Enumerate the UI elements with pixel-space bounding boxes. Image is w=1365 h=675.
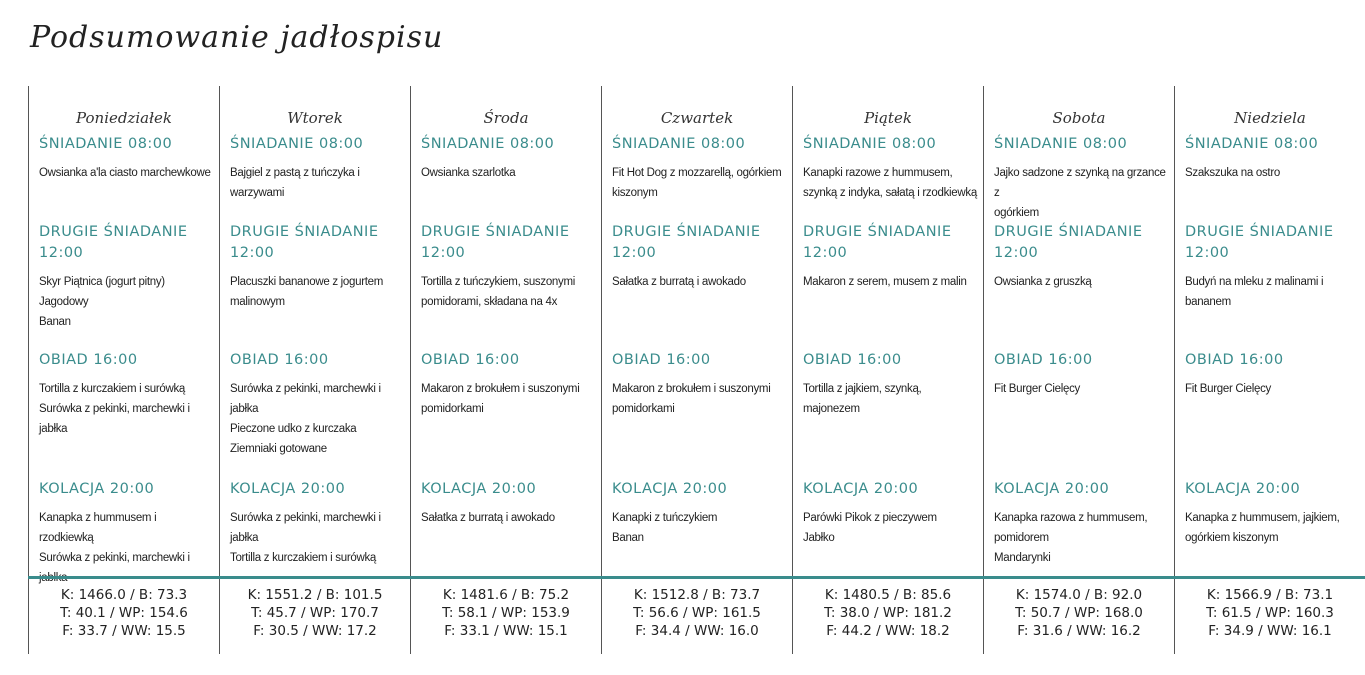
meal-description: Tortilla z kurczakiem i surówką Surówka z pekinki, marchewki i jabłka: [39, 383, 190, 435]
meal-description: Makaron z brokułem i suszonymi pomidorkami: [421, 383, 580, 415]
meal-description: Placuszki bananowe z jogurtem malinowym: [230, 276, 384, 308]
page-title: Podsumowanie jadłospisu: [30, 20, 444, 55]
meal-lunch: [39, 350, 213, 439]
totals-line: F: 30.5 / WW: 17.2: [253, 623, 377, 639]
totals-line: F: 33.1 / WW: 15.1: [444, 623, 568, 639]
totals-line: K: 1512.8 / B: 73.7: [633, 587, 761, 603]
nutrition-totals: [1175, 586, 1365, 640]
totals-line: T: 61.5 / WP: 160.3: [1206, 605, 1334, 621]
meal-title: DRUGIE ŚNIADANIE 12:00: [1185, 224, 1334, 261]
meal-description: Fit Burger Cielęcy: [994, 383, 1080, 395]
meal-title: ŚNIADANIE 08:00: [612, 136, 746, 152]
meal-breakfast: [994, 134, 1168, 223]
meal-breakfast: [612, 134, 786, 203]
totals-line: F: 34.9 / WW: 16.1: [1208, 623, 1332, 639]
meal-breakfast: [230, 134, 404, 203]
day-column-wednesday: [410, 86, 601, 654]
totals-line: K: 1481.6 / B: 75.2: [442, 587, 570, 603]
meal-dinner: [803, 479, 977, 548]
totals-line: K: 1574.0 / B: 92.0: [1015, 587, 1143, 603]
meal-lunch: [1185, 350, 1359, 399]
meal-description: Makaron z serem, musem z malin: [803, 276, 967, 288]
meal-description: Skyr Piątnica (jogurt pitny) Jagodowy Banan: [39, 276, 165, 328]
meal-description: Kanapki razowe z hummusem, szynką z indyka, sałatą i rzodkiewką: [803, 167, 977, 199]
meal-title: DRUGIE ŚNIADANIE 12:00: [803, 224, 952, 261]
meal-title: OBIAD 16:00: [39, 352, 138, 368]
meal-title: DRUGIE ŚNIADANIE 12:00: [39, 224, 188, 261]
totals-line: T: 45.7 / WP: 170.7: [251, 605, 379, 621]
meal-description: Tortilla z jajkiem, szynką, majonezem: [803, 383, 922, 415]
meal-description: Bajgiel z pastą z tuńczyka i warzywami: [230, 167, 360, 199]
nutrition-totals: [602, 586, 792, 640]
meal-breakfast: [803, 134, 977, 203]
meal-description: Budyń na mleku z malinami i bananem: [1185, 276, 1324, 308]
meal-description: Kanapki z tuńczykiem Banan: [612, 512, 718, 544]
totals-line: T: 58.1 / WP: 153.9: [442, 605, 570, 621]
meal-title: ŚNIADANIE 08:00: [39, 136, 173, 152]
meal-title: KOLACJA 20:00: [994, 481, 1110, 497]
meal-title: KOLACJA 20:00: [803, 481, 919, 497]
meal-description: Jajko sadzone z szynką na grzance z ogórkiem: [994, 167, 1166, 219]
totals-line: T: 40.1 / WP: 154.6: [60, 605, 188, 621]
totals-line: K: 1551.2 / B: 101.5: [247, 587, 383, 603]
day-name: Wtorek: [287, 109, 343, 127]
meal-dinner: [1185, 479, 1359, 548]
totals-divider: [28, 576, 1365, 579]
totals-line: K: 1466.0 / B: 73.3: [60, 587, 188, 603]
totals-line: T: 56.6 / WP: 161.5: [633, 605, 761, 621]
meal-description: Makaron z brokułem i suszonymi pomidorkami: [612, 383, 771, 415]
meal-description: Sałatka z burratą i awokado: [421, 512, 555, 524]
day-name: Środa: [483, 109, 529, 127]
meal-lunch: [421, 350, 595, 419]
meal-title: ŚNIADANIE 08:00: [803, 136, 937, 152]
menu-grid: [28, 86, 1365, 654]
day-name: Poniedziałek: [76, 109, 172, 127]
meal-dinner: [39, 479, 213, 588]
day-name: Czwartek: [660, 109, 734, 127]
meal-title: ŚNIADANIE 08:00: [1185, 136, 1319, 152]
meal-title: OBIAD 16:00: [994, 352, 1093, 368]
meal-title: OBIAD 16:00: [803, 352, 902, 368]
meal-title: DRUGIE ŚNIADANIE 12:00: [421, 224, 570, 261]
meal-breakfast: [1185, 134, 1359, 183]
meal-title: ŚNIADANIE 08:00: [421, 136, 555, 152]
meal-second-breakfast: [421, 222, 595, 312]
meal-description: Surówka z pekinki, marchewki i jabłka Tortilla z kurczakiem i surówką: [230, 512, 381, 564]
totals-line: F: 44.2 / WW: 18.2: [826, 623, 950, 639]
day-column-sunday: [1174, 86, 1365, 654]
meal-second-breakfast: [803, 222, 977, 292]
totals-line: T: 38.0 / WP: 181.2: [824, 605, 952, 621]
totals-line: K: 1566.9 / B: 73.1: [1206, 587, 1334, 603]
meal-lunch: [612, 350, 786, 419]
meal-title: DRUGIE ŚNIADANIE 12:00: [994, 224, 1143, 261]
meal-description: Kanapka z hummusem i rzodkiewką Surówka z pekinki, marchewki i: [39, 512, 190, 564]
meal-description: Kanapka z hummusem, jajkiem, ogórkiem kiszonym: [1185, 512, 1340, 544]
day-name: Sobota: [1052, 109, 1106, 127]
meal-lunch: [803, 350, 977, 419]
meal-breakfast: [421, 134, 595, 183]
meal-dinner: [230, 479, 404, 568]
day-column-tuesday: [219, 86, 410, 654]
meal-title: OBIAD 16:00: [421, 352, 520, 368]
meal-description: Owsianka a'la ciasto marchewkowe: [39, 167, 211, 179]
meal-description: Sałatka z burratą i awokado: [612, 276, 746, 288]
nutrition-totals: [29, 586, 219, 640]
meal-description: Fit Burger Cielęcy: [1185, 383, 1271, 395]
totals-line: F: 33.7 / WW: 15.5: [62, 623, 186, 639]
day-name: Piątek: [864, 109, 912, 127]
meal-description: Tortilla z tuńczykiem, suszonymi pomidorami, składana na 4x: [421, 276, 576, 308]
nutrition-totals: [220, 586, 410, 640]
meal-dinner: [612, 479, 786, 548]
meal-title: OBIAD 16:00: [230, 352, 329, 368]
meal-lunch: [230, 350, 404, 459]
meal-title: OBIAD 16:00: [612, 352, 711, 368]
meal-title: KOLACJA 20:00: [230, 481, 346, 497]
day-column-monday: [28, 86, 219, 654]
meal-title: OBIAD 16:00: [1185, 352, 1284, 368]
meal-description: Szakszuka na ostro: [1185, 167, 1280, 179]
meal-title: DRUGIE ŚNIADANIE 12:00: [612, 224, 761, 261]
meal-title: KOLACJA 20:00: [421, 481, 537, 497]
meal-second-breakfast: [39, 222, 213, 332]
nutrition-totals: [411, 586, 601, 640]
meal-title: KOLACJA 20:00: [1185, 481, 1301, 497]
day-name: Niedziela: [1234, 109, 1306, 127]
totals-line: F: 31.6 / WW: 16.2: [1017, 623, 1141, 639]
meal-title: DRUGIE ŚNIADANIE 12:00: [230, 224, 379, 261]
day-column-saturday: [983, 86, 1174, 654]
nutrition-totals: [793, 586, 983, 640]
meal-title: ŚNIADANIE 08:00: [230, 136, 364, 152]
meal-description: Surówka z pekinki, marchewki i jabłka Pieczone udko z kurczaka Ziemniaki gotowane: [230, 383, 381, 455]
day-column-thursday: [601, 86, 792, 654]
meal-second-breakfast: [230, 222, 404, 312]
meal-lunch: [994, 350, 1168, 399]
meal-description: Fit Hot Dog z mozzarellą, ogórkiem kiszonym: [612, 167, 782, 199]
meal-description: Parówki Pikok z pieczywem Jabłko: [803, 512, 937, 544]
meal-dinner: [994, 479, 1168, 568]
meal-second-breakfast: [1185, 222, 1359, 312]
totals-line: F: 34.4 / WW: 16.0: [635, 623, 759, 639]
meal-title: KOLACJA 20:00: [612, 481, 728, 497]
meal-dinner: [421, 479, 595, 528]
meal-title: KOLACJA 20:00: [39, 481, 155, 497]
meal-title: ŚNIADANIE 08:00: [994, 136, 1128, 152]
meal-description: Owsianka z gruszką: [994, 276, 1092, 288]
meal-second-breakfast: [612, 222, 786, 292]
meal-description: Owsianka szarlotka: [421, 167, 516, 179]
meal-breakfast: [39, 134, 213, 183]
day-column-friday: [792, 86, 983, 654]
totals-line: T: 50.7 / WP: 168.0: [1015, 605, 1143, 621]
meal-second-breakfast: [994, 222, 1168, 292]
nutrition-totals: [984, 586, 1174, 640]
meal-description: Kanapka razowa z hummusem, pomidorem Mandarynki: [994, 512, 1148, 564]
totals-line: K: 1480.5 / B: 85.6: [824, 587, 952, 603]
